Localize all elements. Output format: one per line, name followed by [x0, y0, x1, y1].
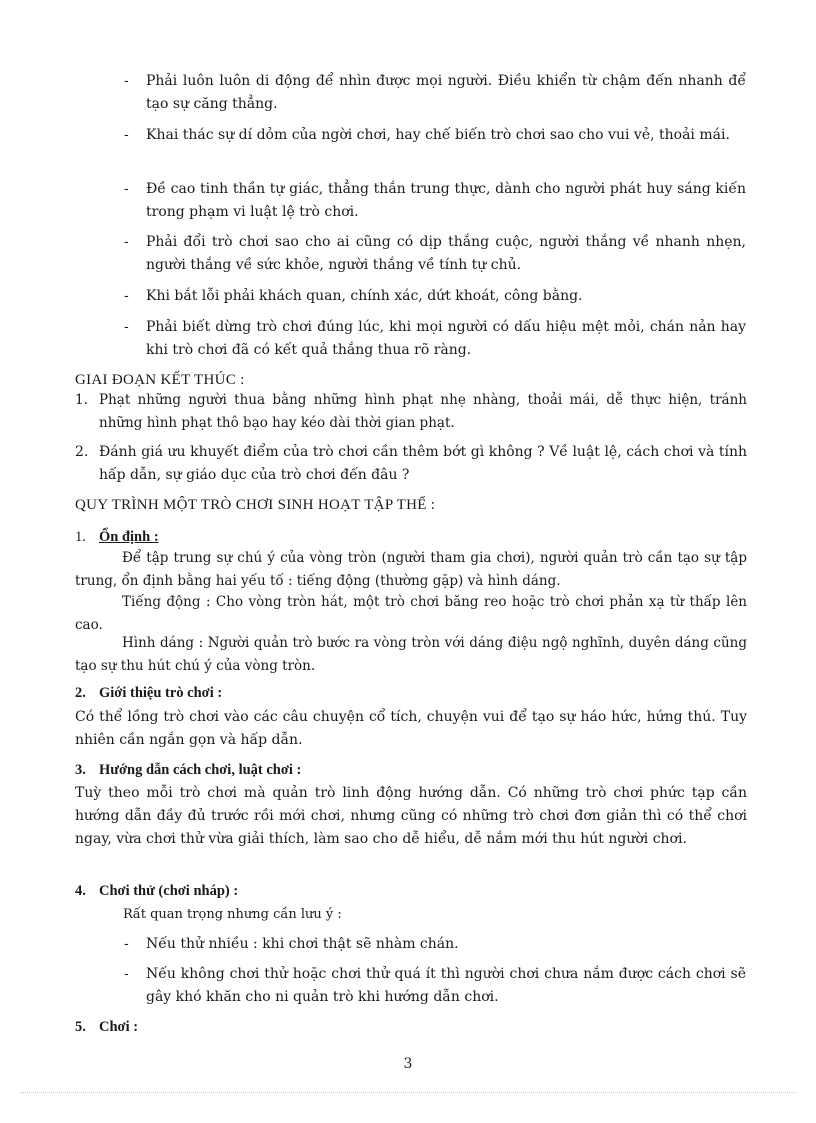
bullet-dash: - [124, 234, 129, 250]
list-item [124, 178, 746, 224]
step-number: 3. [75, 762, 86, 778]
section-heading-end-phase: GIAI ĐOẠN KẾT THÚC : [75, 372, 245, 388]
numbered-item [75, 389, 747, 435]
list-item [124, 285, 746, 308]
numbered-item [75, 441, 747, 487]
list-item [124, 316, 746, 362]
bullet-dash: - [124, 936, 129, 952]
step-number: 1. [75, 529, 86, 545]
paragraph: Có thể lồng trò chơi vào các câu chuyện cổ tích, chuyện vui để tạo sự háo hức, hứng thú. Tuy nhiên cần ngắn gọn và hấp dẫn. [75, 709, 747, 748]
page-divider [20, 1092, 796, 1093]
bullet-text: Khi bắt lỗi phải khách quan, chính xác, dứt khoát, công bằng. [146, 288, 583, 304]
step-number: 2. [75, 685, 86, 701]
bullet-text: Nếu thử nhiều : khi chơi thật sẽ nhàm chán. [146, 936, 459, 952]
bullet-text: Phải biết dừng trò chơi đúng lúc, khi mọi người có dấu hiệu mệt mỏi, chán nản hay khi trò chơi đã có kết quả thắng thua rõ ràng. [146, 319, 746, 358]
paragraph: Hình dáng : Người quản trò bước ra vòng tròn với dáng điệu ngộ nghĩnh, duyên dáng cũng tạo sự thu hút chú ý của vòng tròn. [75, 635, 747, 674]
item-text: Đánh giá ưu khuyết điểm của trò chơi cần thêm bớt gì không ? Về luật lệ, cách chơi và tính hấp dẫn, sự giáo dục của trò chơi đến đâu ? [99, 444, 747, 483]
bullet-dash: - [124, 73, 129, 89]
bullet-text: Phải đổi trò chơi sao cho ai cũng có dịp thắng cuộc, người thắng về nhanh nhẹn, người thắng về sức khỏe, người thắng về tính tự chủ. [146, 234, 746, 273]
step-title: Ổn định : [99, 529, 159, 545]
paragraph: Tiếng động : Cho vòng tròn hát, một trò chơi băng reo hoặc trò chơi phản xạ từ thấp lên cao. [75, 594, 747, 633]
bullet-text: Nếu không chơi thử hoặc chơi thử quá ít thì người chơi chưa nắm được cách chơi sẽ gây khó khăn cho ni quản trò khi hướng dẫn chơi. [146, 966, 746, 1005]
item-text: Phạt những người thua bằng những hình phạt nhẹ nhàng, thoải mái, dễ thực hiện, tránh những hình phạt thô bạo hay kéo dài thời gian phạt. [99, 392, 747, 431]
bullet-dash: - [124, 966, 129, 982]
step-number: 4. [75, 883, 86, 899]
list-item [124, 933, 746, 956]
page-number: 3 [403, 1056, 413, 1072]
bullet-dash: - [124, 127, 129, 143]
list-item [124, 231, 746, 277]
step-heading [75, 682, 222, 704]
section-heading-process: QUY TRÌNH MỘT TRÒ CHƠI SINH HOẠT TẬP THỂ : [75, 497, 436, 513]
step-heading [75, 526, 159, 548]
step-heading [75, 1016, 138, 1038]
step-title: Chơi : [99, 1019, 139, 1035]
list-item [124, 963, 746, 1009]
step-title: Hướng dẫn cách chơi, luật chơi : [99, 762, 302, 778]
item-number: 1. [75, 392, 88, 408]
paragraph: Tuỳ theo mỗi trò chơi mà quản trò linh động hướng dẫn. Có những trò chơi phức tạp cần hướng dẫn đầy đủ trước rồi mới chơi, nhưng cũng có những trò chơi đơn giản thì có thể chơi ngay, vừa chơi thử vừa giải thích, làm sao cho dễ hiểu, dễ nắm mới thu hút người chơi. [75, 785, 747, 847]
step-heading [75, 759, 301, 781]
step-title: Giới thiệu trò chơi : [99, 685, 223, 701]
step-heading [75, 880, 238, 902]
item-number: 2. [75, 444, 89, 460]
list-item [124, 124, 746, 147]
step-title: Chơi thử (chơi nháp) : [99, 883, 239, 899]
bullet-text: Phải luôn luôn di động để nhìn được mọi người. Điều khiển từ chậm đến nhanh để tạo sự căng thẳng. [146, 73, 746, 112]
paragraph: Rất quan trọng nhưng cần lưu ý : [123, 907, 342, 922]
step-number: 5. [75, 1019, 86, 1035]
bullet-text: Đề cao tinh thần tự giác, thẳng thắn trung thực, dành cho người phát huy sáng kiến trong phạm vi luật lệ trò chơi. [146, 181, 746, 220]
bullet-dash: - [124, 288, 129, 304]
paragraph: Để tập trung sự chú ý của vòng tròn (người tham gia chơi), người quản trò cần tạo sự tập trung, ổn định bằng hai yếu tố : tiếng động (thường gặp) và hình dáng. [75, 550, 747, 589]
bullet-text: Khai thác sự dí dỏm của ngời chơi, hay chế biến trò chơi sao cho vui vẻ, thoải mái. [146, 127, 730, 143]
bullet-dash: - [124, 181, 129, 197]
bullet-dash: - [124, 319, 129, 335]
list-item [124, 70, 746, 116]
